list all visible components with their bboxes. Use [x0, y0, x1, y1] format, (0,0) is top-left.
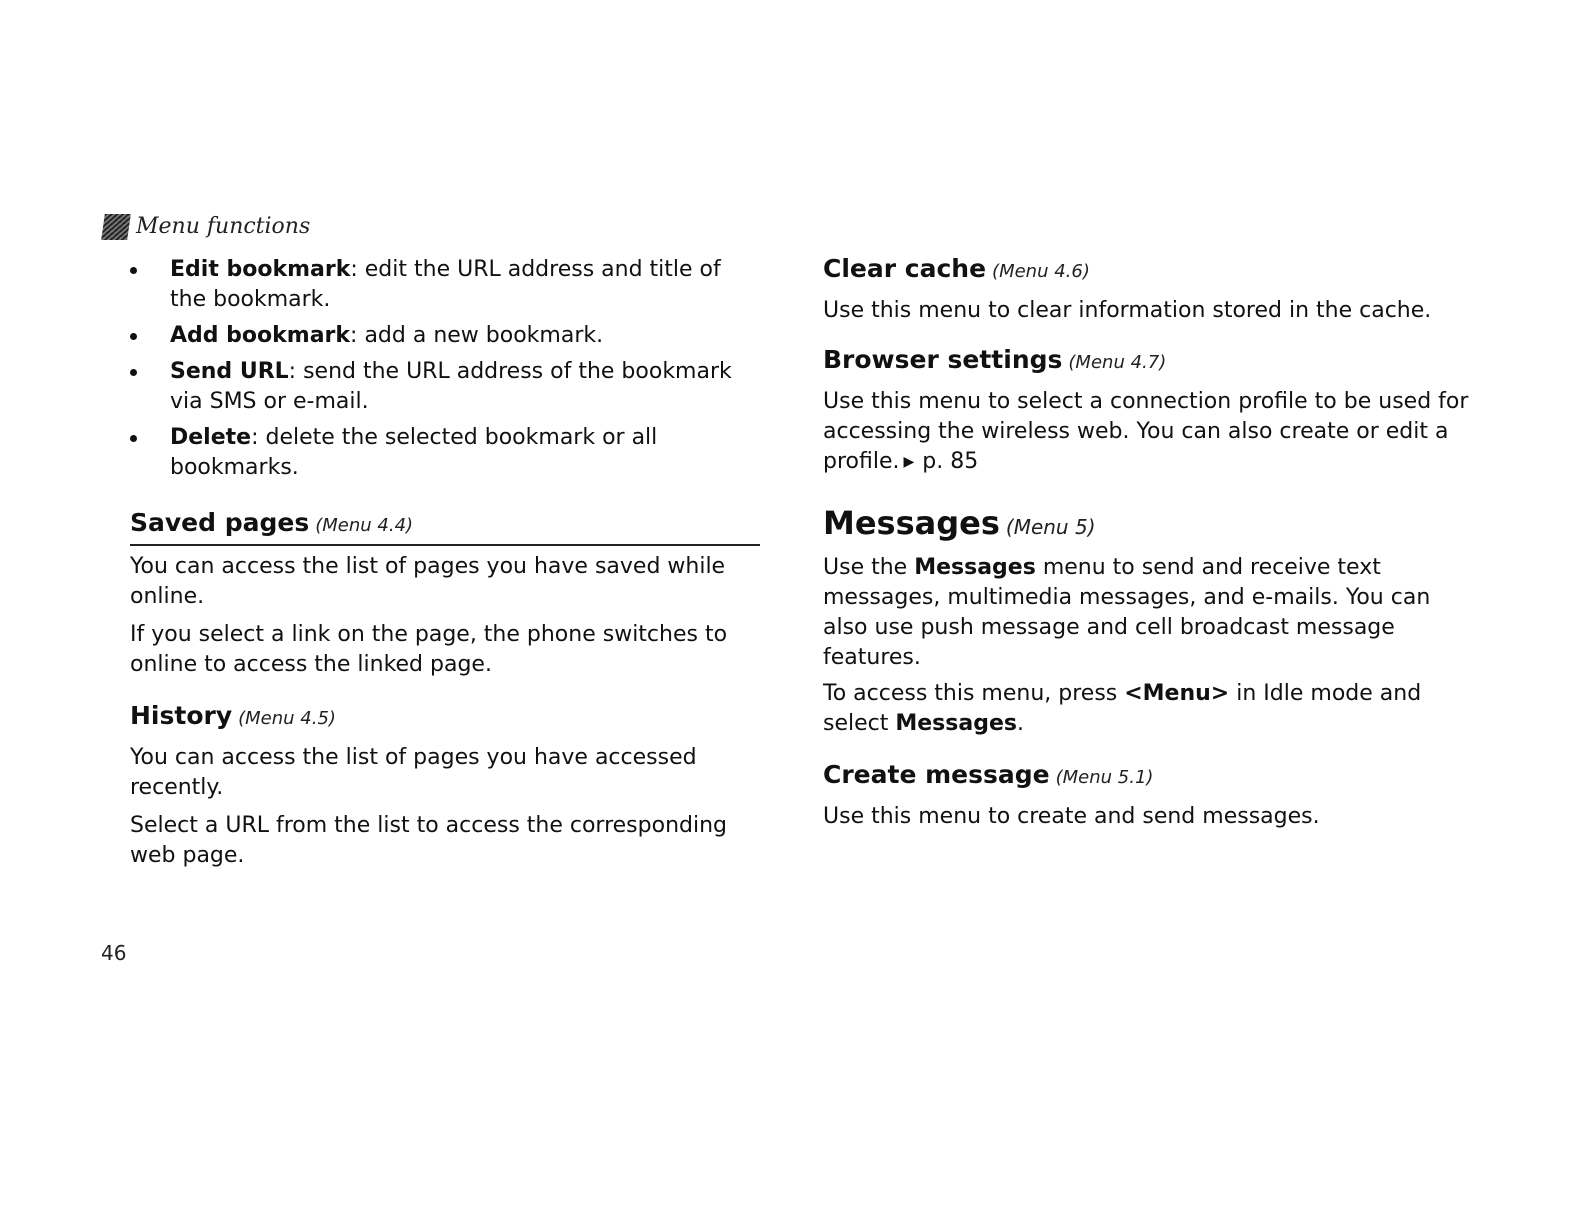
bullet-icon	[130, 267, 137, 274]
clear-cache-paragraph: Use this menu to clear information stored in the cache.	[823, 298, 1432, 323]
saved-pages-paragraph-1: You can access the list of pages you have saved while online.	[130, 554, 726, 609]
saved-pages-heading-block	[130, 507, 760, 546]
right-column	[823, 253, 1473, 832]
browser-settings-heading	[823, 344, 1473, 379]
text-run: in Idle mode and select	[823, 681, 1422, 736]
list-item	[130, 423, 760, 483]
bold-term: <Menu>	[1124, 681, 1230, 706]
option-separator: :	[288, 359, 304, 384]
page-reference: p. 85	[922, 449, 979, 474]
option-term: Delete	[170, 425, 252, 450]
heading-text: Messages	[823, 504, 1000, 542]
bookmark-options-list	[130, 255, 760, 483]
heading-text: Saved pages	[130, 508, 310, 537]
bold-term: Messages	[895, 711, 1017, 736]
left-column	[130, 255, 760, 871]
history-paragraph-2: Select a URL from the list to access the corresponding web page.	[130, 813, 727, 868]
option-separator: :	[350, 323, 365, 348]
saved-pages-paragraph-2: If you select a link on the page, the phone switches to online to access the linked page.	[130, 622, 728, 677]
list-item	[130, 255, 760, 315]
heading-text: History	[130, 701, 233, 730]
messages-paragraph-1	[823, 553, 1473, 673]
text-run: menu to send and receive text messages, multimedia messages, and e-mails. You can also use push message and cell broadcast message features.	[823, 555, 1431, 670]
option-term: Send URL	[170, 359, 289, 384]
option-text: edit the URL address and title of the bookmark.	[170, 257, 721, 312]
menu-ref: (Menu 4.4)	[315, 515, 414, 536]
section-title: Menu functions	[136, 214, 311, 239]
option-text: delete the selected bookmark or all bookmarks.	[170, 425, 658, 480]
paragraph-text: Use this menu to select a connection profile to be used for accessing the wireless web. You can also create or edit a profile.	[823, 389, 1469, 474]
menu-ref: (Menu 4.7)	[1068, 352, 1167, 373]
bullet-icon	[130, 369, 137, 376]
bullet-icon	[130, 333, 137, 340]
saved-pages-heading	[130, 507, 760, 542]
menu-ref: (Menu 4.5)	[238, 708, 336, 729]
text-run: Use the	[823, 555, 915, 580]
section-marker-icon	[101, 214, 131, 240]
text-run: .	[1016, 711, 1024, 736]
create-message-paragraph: Use this menu to create and send messages.	[823, 804, 1320, 829]
arrow-right-icon: ▶	[903, 454, 915, 470]
messages-heading	[823, 503, 1473, 547]
option-separator: :	[350, 257, 365, 282]
browser-settings-paragraph	[823, 387, 1473, 477]
bullet-icon	[130, 435, 137, 442]
menu-ref: (Menu 4.6)	[992, 261, 1090, 282]
menu-ref: (Menu 5.1)	[1055, 767, 1154, 788]
page-number: 46	[101, 941, 127, 965]
history-heading	[130, 700, 760, 735]
option-text: add a new bookmark.	[364, 323, 604, 348]
option-term: Add bookmark	[170, 323, 351, 348]
list-item	[130, 357, 760, 417]
heading-text: Create message	[823, 760, 1050, 789]
option-text: send the URL address of the bookmark via SMS or e-mail.	[170, 359, 732, 414]
option-separator: :	[251, 425, 266, 450]
bold-term: Messages	[914, 555, 1036, 580]
messages-paragraph-2	[823, 679, 1473, 739]
clear-cache-heading	[823, 253, 1473, 288]
option-term: Edit bookmark	[170, 257, 351, 282]
list-item	[130, 321, 760, 351]
menu-ref: (Menu 5)	[1005, 515, 1096, 539]
history-paragraph-1: You can access the list of pages you have accessed recently.	[130, 745, 697, 800]
heading-text: Browser settings	[823, 345, 1063, 374]
heading-text: Clear cache	[823, 254, 987, 283]
create-message-heading	[823, 759, 1473, 794]
text-run: To access this menu, press	[823, 681, 1125, 706]
